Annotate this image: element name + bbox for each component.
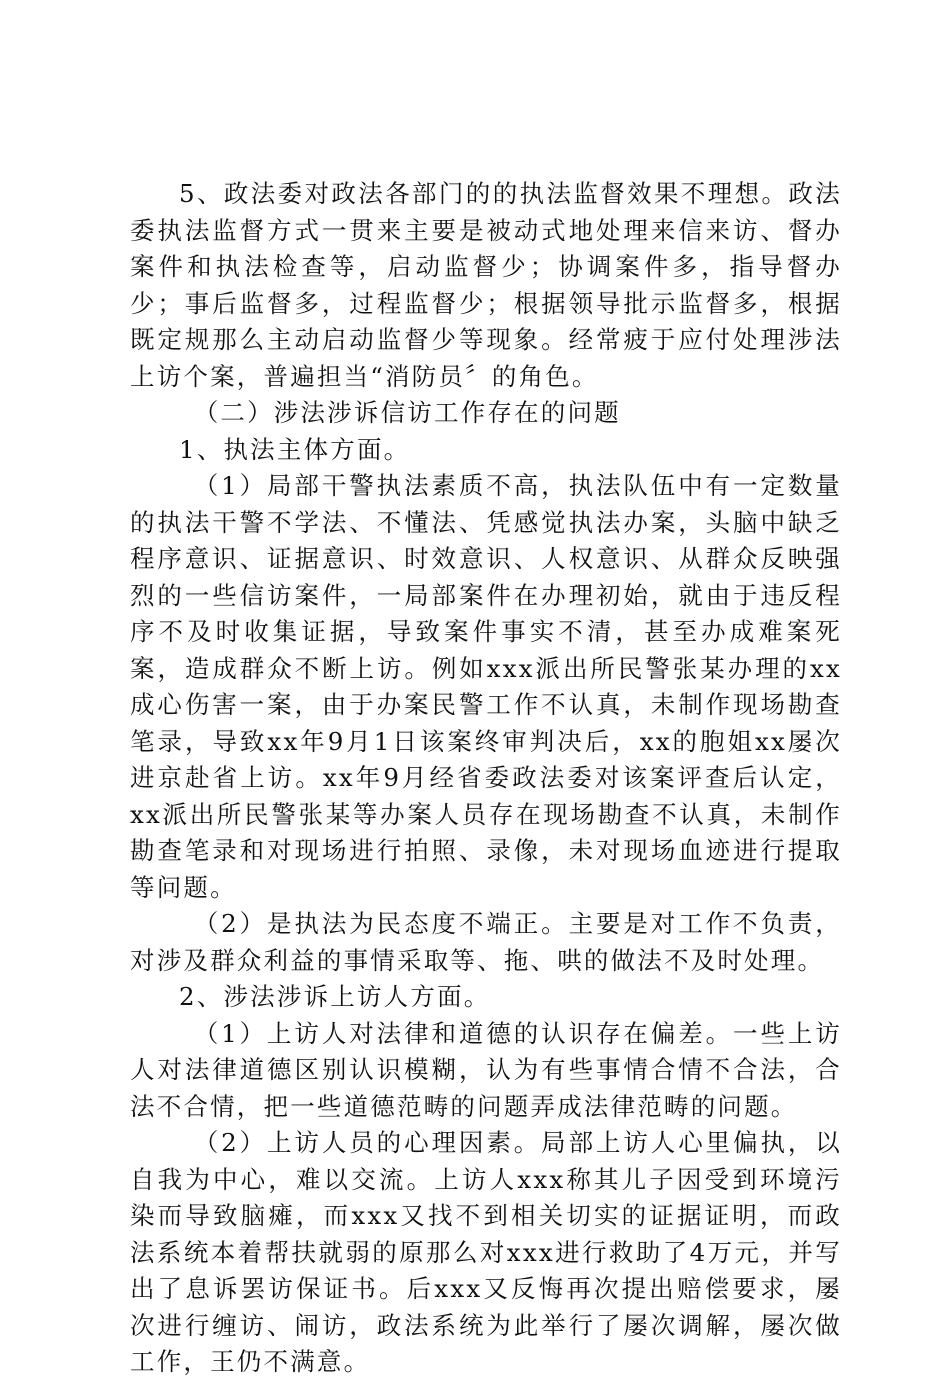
paragraph-service-attitude: （2）是执法为民态度不端正。主要是对工作不负责，对涉及群众利益的事情采取等、拖、哄的做法不及时处理。	[130, 909, 842, 975]
document-body	[130, 176, 842, 1381]
subheading-law-enforcement-subject: 1、执法主体方面。	[179, 434, 411, 464]
section-heading-petition-problems: （二）涉法涉诉信访工作存在的问题	[193, 398, 621, 427]
paragraph-law-morality-understanding: （1）上访人对法律和道德的认识存在偏差。一些上访人对法律道德区别认识模糊，认为有些事情合情不合法，合法不合情，把一些道德范畴的问题弄成法律范畴的问题。	[130, 1018, 842, 1121]
paragraph-officer-quality: （1）局部干警执法素质不高，执法队伍中有一定数量的执法干警不学法、不懂法、凭感觉执法办案，头脑中缺乏程序意识、证据意识、时效意识、人权意识、从群众反映强烈的一些信访案件，一局部案件在办理初始，就由于违反程序不及时收集证据，导致案件事实不清，甚至办成难案死案，造成群众不断上访。例如xxx派出所民警张某办理的xx成心伤害一案，由于办案民警工作不认真，未制作现场勘查笔录，导致xx年9月1日该案终审判决后，xx的胞姐xx屡次进京赴省上访。xx年9月经省委政法委对该案评查后认定，xx派出所民警张某等办案人员存在现场勘查不认真，未制作勘查笔录和对现场进行拍照、录像，未对现场血迹进行提取等问题。	[130, 471, 842, 902]
paragraph-supervision-effect: 5、政法委对政法各部门的的执法监督效果不理想。政法委执法监督方式一贯来主要是被动式地处理来信来访、督办案件和执法检查等，启动监督少；协调案件多，指导督办少；事后监督多，过程监督少；根据领导批示监督多，根据既定规那么主动启动监督少等现象。经常疲于应付处理涉法上访个案，普遍担当“消防员〞的角色。	[130, 179, 842, 391]
paragraph-psychological-factors: （2）上访人员的心理因素。局部上访人心里偏执，以自我为中心，难以交流。上访人xxx称其儿子因受到环境污染而导致脑瘫，而xxx又找不到相关切实的证据证明，而政法系统本着帮扶就弱的原那么对xxx进行救助了4万元，并写出了息诉罢访保证书。后xxx又反悔再次提出赔偿要求，屡次进行缠访、闹访，政法系统为此举行了屡次调解，屡次做工作，王仍不满意。	[130, 1128, 842, 1376]
subheading-petitioner-side: 2、涉法涉诉上访人方面。	[179, 982, 491, 1011]
